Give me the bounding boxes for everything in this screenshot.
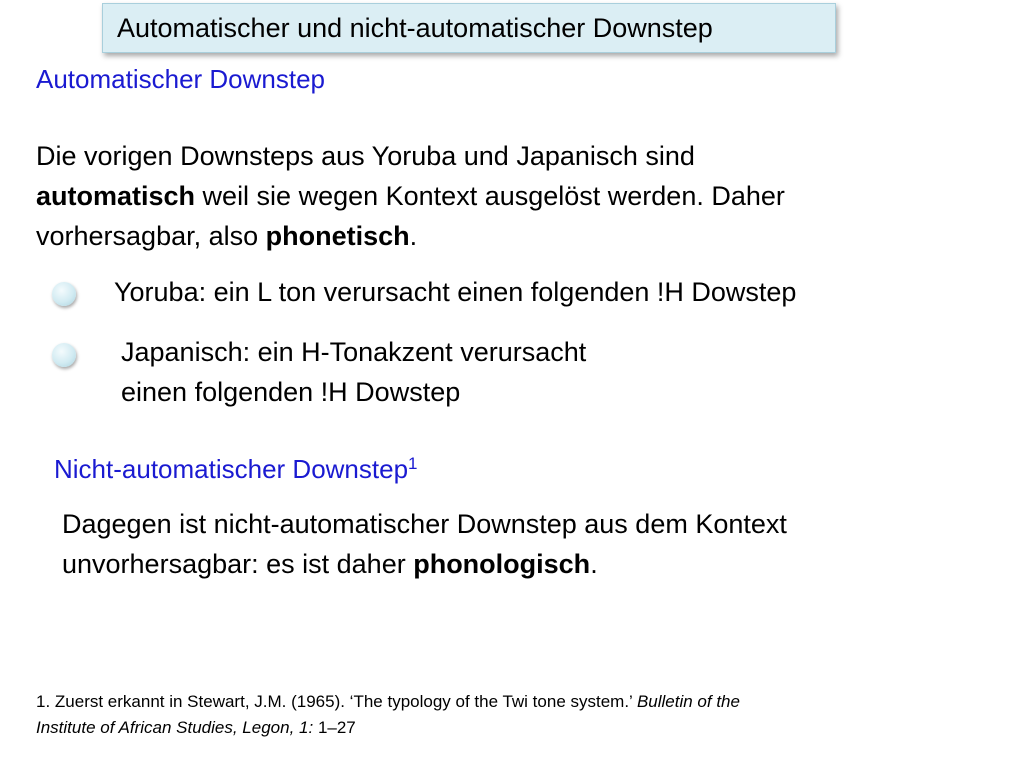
bold-phonetisch: phonetisch — [265, 221, 410, 251]
section-heading-non-automatic — [54, 454, 418, 485]
paragraph-non-automatic-line2 — [62, 544, 787, 584]
paragraph-automatic-line2-rest: weil sie wegen Kontext ausgelöst werden. Daher — [195, 181, 785, 211]
slide-title: Automatischer und nicht-automatischer Downstep — [117, 13, 713, 43]
section-heading-non-automatic-text: Nicht-automatischer Downstep — [54, 454, 409, 484]
footnote-line1-start: 1. Zuerst erkannt in Stewart, J.M. (1965). ‘The typology of the Twi tone system.’ — [36, 692, 637, 711]
paragraph-non-automatic — [62, 504, 787, 584]
footnote-line1-italic: Bulletin of the — [636, 692, 740, 711]
paragraph-automatic-line1: Die vorigen Downsteps aus Yoruba und Japanisch sind — [36, 141, 695, 171]
bullet-dot-icon — [52, 343, 76, 367]
bullet-japanese-line2: einen folgenden !H Dowstep — [121, 377, 461, 407]
bullet-japanese-line1: Japanisch: ein H-Tonakzent verursacht — [121, 337, 587, 367]
paragraph-automatic — [36, 136, 785, 256]
bullet-japanese — [121, 332, 586, 412]
paragraph-non-automatic-line2-start: unvorhersagbar: es ist daher — [62, 549, 414, 579]
bold-phonologisch: phonologisch — [413, 549, 591, 579]
footnote-marker: 1 — [408, 454, 418, 473]
paragraph-non-automatic-line2-end: . — [590, 549, 598, 579]
paragraph-automatic-line3-end: . — [409, 221, 418, 251]
footnote-line2-end: 1–27 — [313, 718, 356, 737]
paragraph-automatic-line2 — [36, 176, 785, 216]
footnote — [36, 689, 740, 741]
bullet-yoruba: Yoruba: ein L ton verursacht einen folgenden !H Dowstep — [114, 277, 797, 307]
footnote-line2-italic: Institute of African Studies, Legon, 1: — [36, 718, 314, 737]
bullet-dot-icon — [52, 282, 76, 306]
paragraph-automatic-line3 — [36, 216, 785, 256]
title-box — [102, 3, 836, 53]
paragraph-automatic-line3-start: vorhersagbar, also — [36, 221, 266, 251]
footnote-line1 — [36, 689, 740, 715]
paragraph-non-automatic-line1: Dagegen ist nicht-automatischer Downstep aus dem Kontext — [62, 509, 787, 539]
section-heading-automatic: Automatischer Downstep — [36, 64, 326, 94]
bold-automatisch: automatisch — [36, 181, 196, 211]
footnote-line2 — [36, 715, 740, 741]
